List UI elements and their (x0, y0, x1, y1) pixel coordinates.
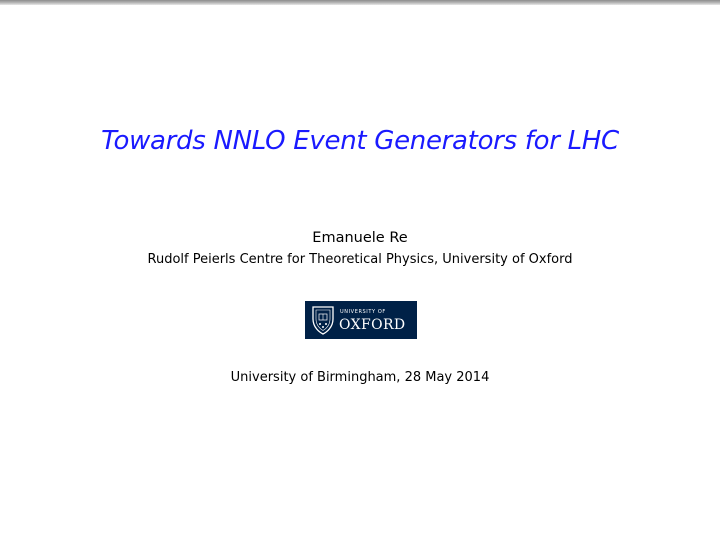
slide-title: Towards NNLO Event Generators for LHC (101, 126, 619, 156)
title-slide (0, 5, 720, 541)
author-institute: Rudolf Peierls Centre for Theoretical Physics, University of Oxford (147, 252, 573, 267)
author-name: Emanuele Re (312, 230, 408, 246)
logo-university-of: UNIVERSITY OF (340, 309, 386, 315)
presentation-date: University of Birmingham, 28 May 2014 (230, 370, 490, 385)
oxford-crest-icon (311, 305, 335, 335)
oxford-logo (305, 301, 417, 339)
logo-oxford: OXFORD (339, 317, 406, 333)
